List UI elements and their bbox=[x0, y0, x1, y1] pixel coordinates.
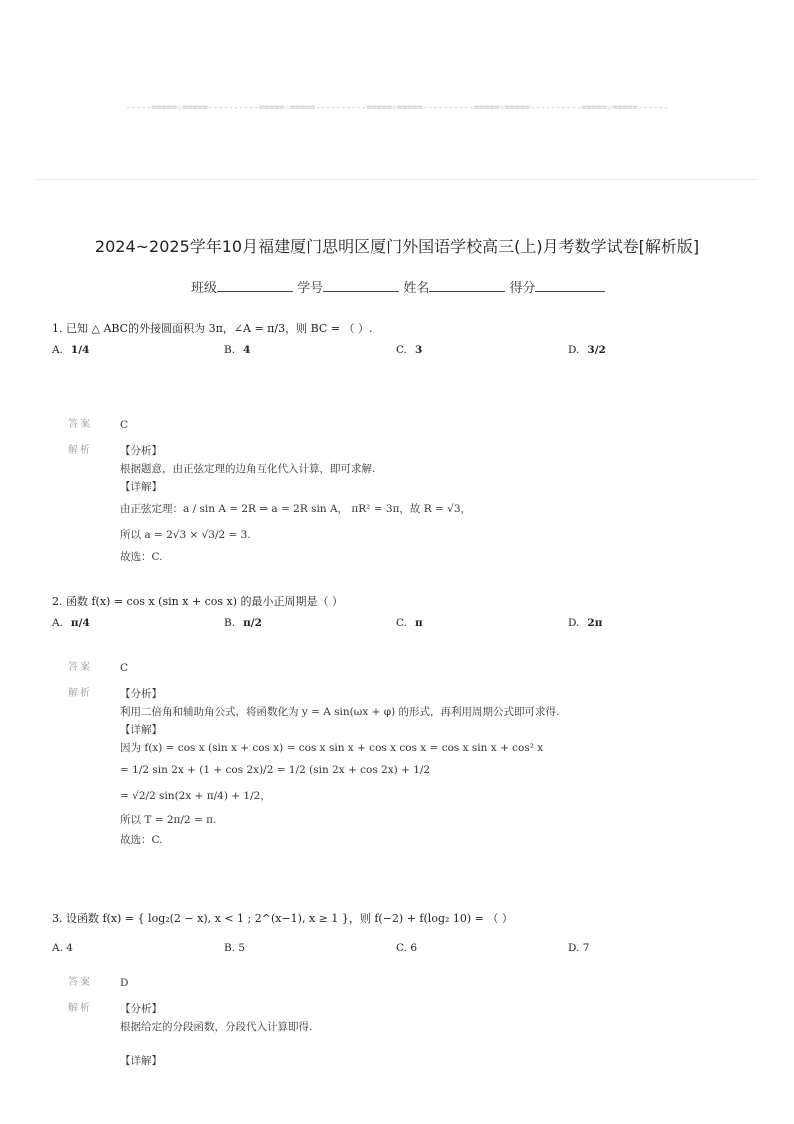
option-c[interactable]: C. π bbox=[396, 617, 423, 629]
detail-line: 所以 T = 2π/2 = π. bbox=[120, 814, 217, 826]
answer-label: 答案 bbox=[68, 662, 92, 673]
option-a[interactable]: A. 1/4 bbox=[52, 344, 90, 356]
analysis-block bbox=[52, 1000, 752, 1070]
option-c[interactable]: C. 3 bbox=[396, 344, 423, 356]
header-divider bbox=[36, 179, 758, 180]
detail-line: 故选：C. bbox=[120, 551, 163, 563]
question-stem: 1. 已知 △ ABC的外接圆面积为 3π，∠A = π/3，则 BC = （ ）. bbox=[52, 322, 373, 335]
fenxi-heading: 【分析】 bbox=[120, 688, 162, 700]
question-stem: 3. 设函数 f(x) = { log₂(2 − x), x < 1 ; 2^(x−1), x ≥ 1 }，则 f(−2) + f(log₂ 10) = （ ） bbox=[52, 912, 513, 925]
detail-line: 故选：C. bbox=[120, 834, 163, 846]
question-2 bbox=[52, 593, 752, 849]
score-blank[interactable] bbox=[535, 279, 605, 292]
question-stem: 2. 函数 f(x) = cos x (sin x + cos x) 的最小正周期是（ ） bbox=[52, 595, 344, 608]
answer-row bbox=[52, 416, 752, 434]
fenxi-heading: 【分析】 bbox=[120, 445, 162, 457]
detail-line: 因为 f(x) = cos x (sin x + cos x) = cos x sin x + cos x cos x = cos x sin x + cos² x bbox=[120, 742, 544, 754]
option-b[interactable]: B. 4 bbox=[224, 344, 251, 356]
id-blank[interactable] bbox=[323, 279, 399, 292]
fenxi-text: 根据给定的分段函数，分段代入计算即得. bbox=[120, 1021, 313, 1033]
student-info-row bbox=[191, 277, 605, 296]
analysis-label: 解析 bbox=[68, 1003, 92, 1014]
answer-value: C bbox=[120, 662, 129, 674]
class-blank[interactable] bbox=[217, 279, 293, 292]
options-row bbox=[52, 344, 752, 374]
field-label-name: 姓名 bbox=[403, 281, 430, 296]
question-3 bbox=[52, 910, 752, 1070]
option-a[interactable]: A. 4 bbox=[52, 942, 73, 954]
detail-line: = 1/2 sin 2x + (1 + cos 2x)/2 = 1/2 (sin 2x + cos 2x) + 1/2 bbox=[120, 764, 431, 776]
option-b[interactable]: B. π/2 bbox=[224, 617, 262, 629]
analysis-block bbox=[52, 685, 752, 849]
detail-line: = √2/2 sin(2x + π/4) + 1/2， bbox=[120, 790, 271, 802]
page-title: 2024~2025学年10月福建厦门思明区厦门外国语学校高三(上)月考数学试卷[解析版] bbox=[94, 237, 700, 256]
answer-row bbox=[52, 659, 752, 677]
field-label-score: 得分 bbox=[509, 281, 536, 296]
options-row bbox=[52, 942, 752, 972]
fenxi-heading: 【分析】 bbox=[120, 1003, 162, 1015]
option-d[interactable]: D. 2π bbox=[568, 617, 603, 629]
fenxi-text: 根据题意，由正弦定理的边角互化代入计算，即可求解. bbox=[120, 463, 376, 475]
field-label-class: 班级 bbox=[191, 281, 218, 296]
option-c[interactable]: C. 6 bbox=[396, 942, 418, 954]
xiangjie-heading: 【详解】 bbox=[120, 481, 162, 493]
answer-label: 答案 bbox=[68, 419, 92, 430]
analysis-label: 解析 bbox=[68, 688, 92, 699]
option-b[interactable]: B. 5 bbox=[224, 942, 246, 954]
xiangjie-heading: 【详解】 bbox=[120, 724, 162, 736]
options-row bbox=[52, 617, 752, 647]
detail-line: 由正弦定理：a / sin A = 2R ⇒ a = 2R sin A， πR² = 3π，故 R = √3， bbox=[120, 503, 472, 515]
option-d[interactable]: D. 7 bbox=[568, 942, 590, 954]
answer-row bbox=[52, 974, 752, 992]
answer-value: D bbox=[120, 977, 129, 989]
fenxi-text: 利用二倍角和辅助角公式，将函数化为 y = A sin(ωx + φ) 的形式，再利用周期公式即可求得. bbox=[120, 706, 560, 718]
answer-value: C bbox=[120, 419, 129, 431]
option-a[interactable]: A. π/4 bbox=[52, 617, 90, 629]
answer-label: 答案 bbox=[68, 977, 92, 988]
header-decoration: -----=====☆=====----------=====☆=====----------=====☆=====----------=====☆=====----------=====☆=====------ bbox=[125, 103, 669, 113]
name-blank[interactable] bbox=[429, 279, 505, 292]
field-label-id: 学号 bbox=[297, 281, 324, 296]
question-1 bbox=[52, 320, 752, 566]
analysis-label: 解析 bbox=[68, 445, 92, 456]
analysis-block bbox=[52, 442, 752, 566]
option-d[interactable]: D. 3/2 bbox=[568, 344, 606, 356]
detail-line: 所以 a = 2√3 × √3/2 = 3. bbox=[120, 529, 251, 541]
xiangjie-heading: 【详解】 bbox=[120, 1055, 162, 1067]
